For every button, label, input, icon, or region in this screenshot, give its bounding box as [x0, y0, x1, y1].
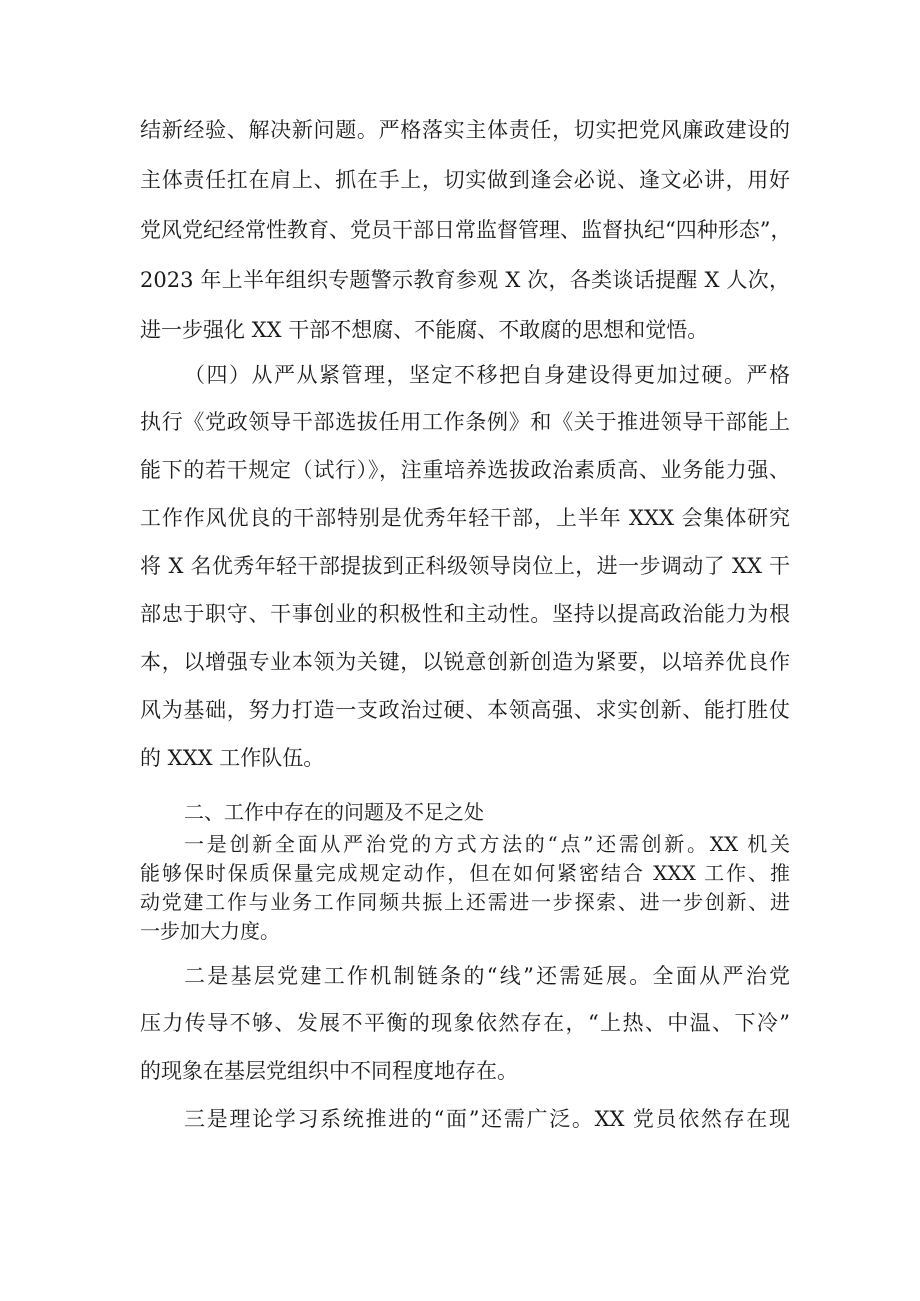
paragraph-2-line-1: （四）从严从紧管理，坚定不移把自身建设得更加过硬。严格	[184, 363, 790, 387]
paragraph-1-line-4: 2023 年上半年组织专题警示教育参观 X 次，各类谈话提醒 X 人次，	[140, 268, 790, 292]
paragraph-2-line-7: 本，以增强专业本领为关键，以锐意创新创造为紧要，以培养优良作	[140, 650, 790, 674]
paragraph-2-line-6: 部忠于职守、干事创业的积极性和主动性。坚持以提高政治能力为根	[140, 602, 790, 626]
paragraph-2-line-2: 执行《党政领导干部选拔任用工作条例》和《关于推进领导干部能上	[140, 410, 790, 434]
paragraph-2-line-5: 将 X 名优秀年轻干部提拔到正科级领导岗位上，进一步调动了 XX 干	[140, 554, 790, 578]
paragraph-2-line-9: 的 XXX 工作队伍。	[140, 746, 325, 770]
paragraph-3-line-1: 一是创新全面从严治党的方式方法的“点”还需创新。XX 机关	[184, 832, 790, 856]
paragraph-2-line-4: 工作作风优良的干部特别是优秀年轻干部，上半年 XXX 会集体研究	[140, 506, 790, 530]
paragraph-3-line-2: 能够保时保质保量完成规定动作，但在如何紧密结合 XXX 工作、推	[140, 861, 790, 885]
section-heading: 二、工作中存在的问题及不足之处	[184, 800, 484, 824]
paragraph-3-line-4: 一步加大力度。	[140, 919, 280, 943]
paragraph-4-line-1: 二是基层党建工作机制链条的“线”还需延展。全面从严治党	[184, 964, 790, 988]
paragraph-1-line-2: 主体责任扛在肩上、抓在手上，切实做到逢会必说、逢文必讲，用好	[140, 168, 790, 192]
paragraph-5-line-1: 三是理论学习系统推进的“面”还需广泛。XX 党员依然存在现	[184, 1107, 790, 1131]
paragraph-2-line-3: 能下的若干规定（试行）》，注重培养选拔政治素质高、业务能力强、	[140, 458, 790, 482]
paragraph-1-line-5: 进一步强化 XX 干部不想腐、不能腐、不敢腐的思想和觉悟。	[140, 318, 709, 342]
paragraph-3-line-3: 动党建工作与业务工作同频共振上还需进一步探索、进一步创新、进	[140, 890, 790, 914]
paragraph-1-line-3: 党风党纪经常性教育、党员干部日常监督管理、监督执纪“四种形态”，	[140, 218, 792, 242]
paragraph-4-line-2: 压力传导不够、发展不平衡的现象依然存在，“上热、中温、下冷”	[140, 1011, 790, 1035]
paragraph-4-line-3: 的现象在基层党组织中不同程度地存在。	[140, 1059, 518, 1083]
paragraph-1-line-1: 结新经验、解决新问题。严格落实主体责任，切实把党风廉政建设的	[140, 118, 790, 142]
paragraph-2-line-8: 风为基础，努力打造一支政治过硬、本领高强、求实创新、能打胜仗	[140, 698, 790, 722]
